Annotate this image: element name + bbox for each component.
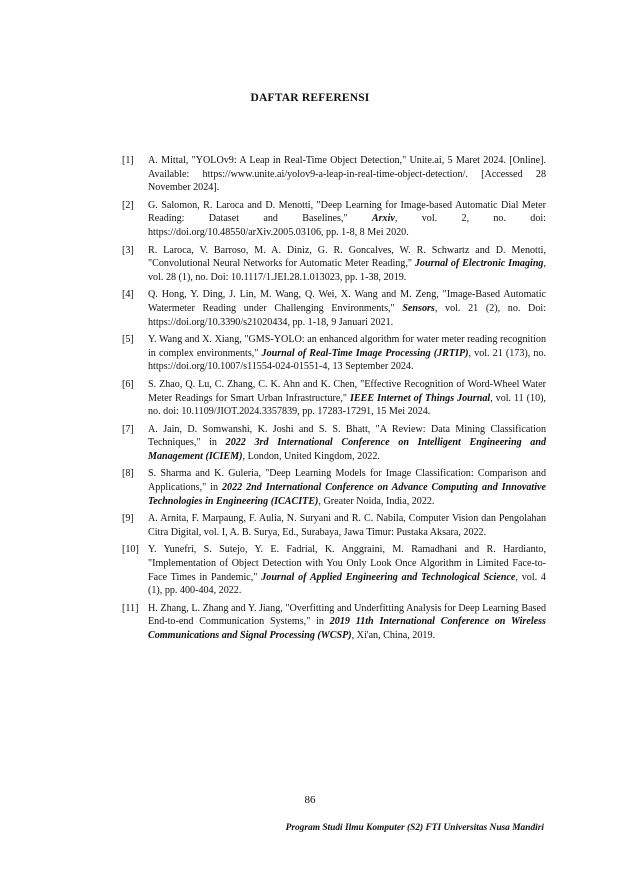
journal-title: Journal of Applied Engineering and Technological Science <box>261 571 516 583</box>
reference-item <box>122 199 546 240</box>
journal-title: Sensors <box>402 302 435 314</box>
reference-number: [7] <box>122 423 134 435</box>
conference-title: 2022 3rd International Conference on Intelligent Engineering and Management (ICIEM) <box>148 437 546 462</box>
reference-number: [10] <box>122 544 139 556</box>
journal-title: Arxiv <box>371 213 395 225</box>
journal-title: IEEE Internet of Things Journal <box>349 392 491 404</box>
reference-number: [6] <box>122 378 134 390</box>
reference-number: [11] <box>122 602 139 614</box>
reference-item <box>122 244 546 285</box>
reference-number: [5] <box>122 334 134 346</box>
reference-text: A. Arnita, F. Marpaung, F. Aulia, N. Suryani and R. C. Nabila, Computer Vision dan Pengolahan Citra Digital, vol. I, A. B. Surya, Ed., Surabaya, Jawa Timur: Pustaka Aksara, 2022. <box>148 513 546 538</box>
reference-item <box>122 423 546 464</box>
journal-title: Journal of Real-Time Image Processing (JRTIP) <box>261 347 469 359</box>
reference-number: [2] <box>122 199 134 211</box>
reference-item <box>122 333 546 374</box>
reference-number: [4] <box>122 289 134 301</box>
reference-text: A. Mittal, "YOLOv9: A Leap in Real-Time Object Detection," Unite.ai, 5 Maret 2024. [Online]. Available: https://www.unite.ai/yolov9-a-leap-in-real-time-object-detection/. [Accessed 28 November 2024]. <box>148 155 546 194</box>
reference-item <box>122 512 546 539</box>
page-title: DAFTAR REFERENSI <box>250 92 370 104</box>
reference-item <box>122 378 546 419</box>
reference-text: Y. Wang and X. Xiang, "GMS-YOLO: an enhanced algorithm for water meter reading recognition in complex environments," Journal of Real-Time Image Processing (JRTIP), vol. 21 (173), no. https://doi.org/10.1007/s11554-024-01551-4, 13 September 2024. <box>148 334 547 373</box>
page-number: 86 <box>304 794 316 806</box>
reference-number: [1] <box>122 155 134 166</box>
reference-text: A. Jain, D. Somwanshi, K. Joshi and S. S. Bhatt, "A Review: Data Mining Classification Techniques," in 2022 3rd International Conference on Intelligent Engineering and Management (ICIEM), London, United Kingdom, 2022. <box>148 423 546 462</box>
reference-text: Q. Hong, Y. Ding, J. Lin, M. Wang, Q. Wei, X. Wang and M. Zeng, "Image-Based Automatic Watermeter Reading under Challenging Environments," Sensors, vol. 21 (2), no. Doi: https://doi.org/10.3390/s21020434, pp. 1-18, 9 Januari 2021. <box>148 289 547 328</box>
reference-item <box>122 288 546 329</box>
reference-item <box>122 602 546 643</box>
reference-text: S. Zhao, Q. Lu, C. Zhang, C. K. Ahn and K. Chen, "Effective Recognition of Word-Wheel Water Meter Readings for Smart Urban Infrastructure," IEEE Internet of Things Journal, vol. 11 (10), no. doi: 10.1109/JIOT.2024.3357839, pp. 17283-17291, 15 Mei 2024. <box>148 378 547 418</box>
conference-title: 2022 2nd International Conference on Advance Computing and Innovative Technologies in Engineering (ICACITE) <box>148 482 546 507</box>
reference-number: [3] <box>122 244 134 256</box>
reference-item <box>122 543 546 597</box>
reference-text: S. Sharma and K. Guleria, "Deep Learning Models for Image Classification: Comparison and Applications," in 2022 2nd International Conference on Advance Computing and Innovative Technologies in Engineering (ICACITE), Greater Noida, India, 2022. <box>148 468 546 507</box>
journal-title: Journal of Electronic Imaging <box>414 258 544 270</box>
reference-item <box>122 154 546 195</box>
reference-item <box>122 467 546 508</box>
page-footer: Program Studi Ilmu Komputer (S2) FTI Universitas Nusa Mandiri <box>285 823 544 833</box>
reference-text: R. Laroca, V. Barroso, M. A. Diniz, G. R. Goncalves, W. R. Schwartz and D. Menotti, "Convolutional Neural Networks for Automatic Meter Reading," Journal of Electronic Imaging, vol. 28 (1), no. Doi: 10.1117/1.JEI.28.1.013023, pp. 1-38, 2019. <box>148 244 547 283</box>
conference-title: 2019 11th International Conference on Wireless Communications and Signal Processing (WCSP) <box>148 616 546 641</box>
reference-number: [8] <box>122 468 134 480</box>
reference-text: G. Salomon, R. Laroca and D. Menotti, "Deep Learning for Image-based Automatic Dial Meter Reading: Dataset and Baselines," Arxiv, vol. 2, no. doi: https://doi.org/10.48550/arXiv.2005.03106, pp. 1-8, 8 Mei 2020. <box>148 199 546 238</box>
reference-text: H. Zhang, L. Zhang and Y. Jiang, "Overfitting and Underfitting Analysis for Deep Learning Based End-to-end Communication Systems," in 2019 11th International Conference on Wireless Communications and Signal Processing (WCSP), Xi'an, China, 2019. <box>148 602 546 641</box>
reference-number: [9] <box>122 513 134 525</box>
reference-text: Y. Yunefri, S. Sutejo, Y. E. Fadrial, K. Anggraini, M. Ramadhani and R. Hardianto, "Implementation of Object Detection with You Only Look Once Algorithm in Limited Face-to-Face Times in Pandemic," Journal of Applied Engineering and Technological Science, vol. 4 (1), pp. 400-404, 2022. <box>148 544 546 597</box>
reference-list <box>122 154 546 647</box>
